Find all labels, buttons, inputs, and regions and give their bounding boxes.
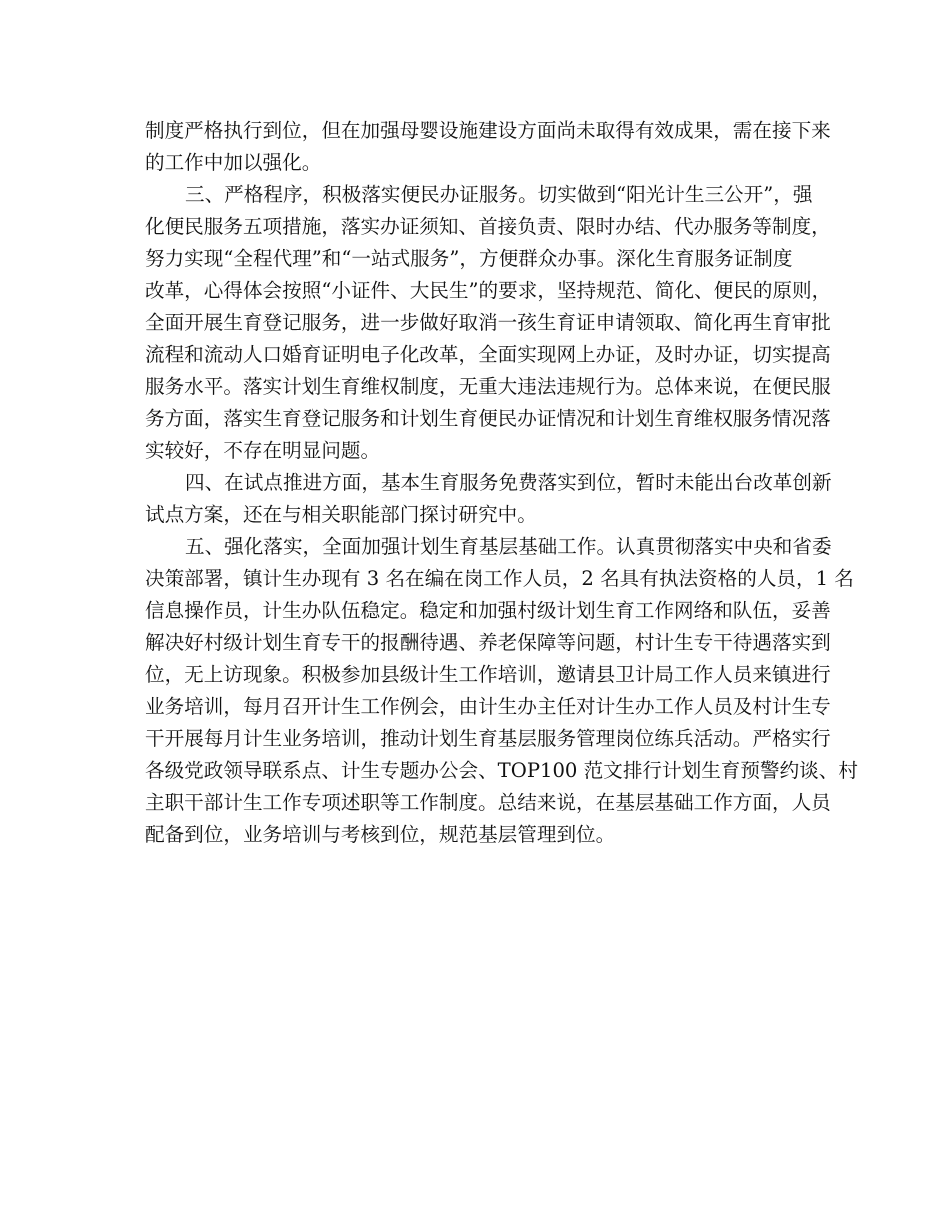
text-line: 配备到位，业务培训与考核到位，规范基层管理到位。 — [145, 823, 616, 846]
paragraph-section-four — [145, 467, 832, 531]
text-line: 的工作中加以强化。 — [145, 151, 322, 174]
text-line: 信息操作员，计生办队伍稳定。稳定和加强村级计划生育工作网络和队伍，妥善 — [145, 599, 831, 622]
text-line: 四、在试点推进方面，基本生育服务免费落实到位，暂时未能出台改革创新 — [185, 471, 832, 494]
text-line: 改革，心得体会按照“小证件、大民生”的要求，坚持规范、简化、便民的原则， — [145, 279, 832, 302]
text-line: 努力实现“全程代理”和“一站式服务”，方便群众办事。深化生育服务证制度 — [145, 247, 793, 270]
paragraph-section-five — [145, 531, 858, 851]
text-line: 干开展每月计生业务培训，推动计划生育基层服务管理岗位练兵活动。严格实行 — [145, 727, 831, 750]
text-line: 服务水平。落实计划生育维权制度，无重大违法违规行为。总体来说，在便民服 — [145, 375, 831, 398]
text-line: 三、严格程序，积极落实便民办证服务。切实做到“阳光计生三公开”，强 — [185, 183, 813, 206]
text-line: 位，无上访现象。积极参加县级计生工作培训，邀请县卫计局工作人员来镇进行 — [145, 663, 831, 686]
document-body — [145, 115, 858, 851]
text-line: 全面开展生育登记服务，进一步做好取消一孩生育证申请领取、简化再生育审批 — [145, 311, 831, 334]
text-line: 解决好村级计划生育专干的报酬待遇、养老保障等问题，村计生专干待遇落实到 — [145, 631, 831, 654]
text-line: 制度严格执行到位，但在加强母婴设施建设方面尚未取得有效成果，需在接下来 — [145, 119, 831, 142]
text-line: 业务培训，每月召开计生工作例会，由计生办主任对计生办工作人员及村计生专 — [145, 695, 831, 718]
text-line: 实较好，不存在明显问题。 — [145, 439, 381, 462]
paragraph-continuation — [145, 115, 831, 179]
paragraph-section-three — [145, 179, 832, 467]
text-line: 五、强化落实，全面加强计划生育基层基础工作。认真贯彻落实中央和省委 — [185, 535, 832, 558]
text-line: 决策部署，镇计生办现有 3 名在编在岗工作人员，2 名具有执法资格的人员，1 名 — [145, 567, 854, 590]
text-line: 主职干部计生工作专项述职等工作制度。总结来说，在基层基础工作方面，人员 — [145, 791, 831, 814]
text-line: 试点方案，还在与相关职能部门探讨研究中。 — [145, 503, 537, 526]
text-line: 化便民服务五项措施，落实办证须知、首接负责、限时办结、代办服务等制度， — [145, 215, 831, 238]
text-line: 务方面，落实生育登记服务和计划生育便民办证情况和计划生育维权服务情况落 — [145, 407, 831, 430]
text-line: 各级党政领导联系点、计生专题办公会、TOP100 范文排行计划生育预警约谈、村 — [145, 759, 858, 782]
text-line: 流程和流动人口婚育证明电子化改革，全面实现网上办证，及时办证，切实提高 — [145, 343, 831, 366]
